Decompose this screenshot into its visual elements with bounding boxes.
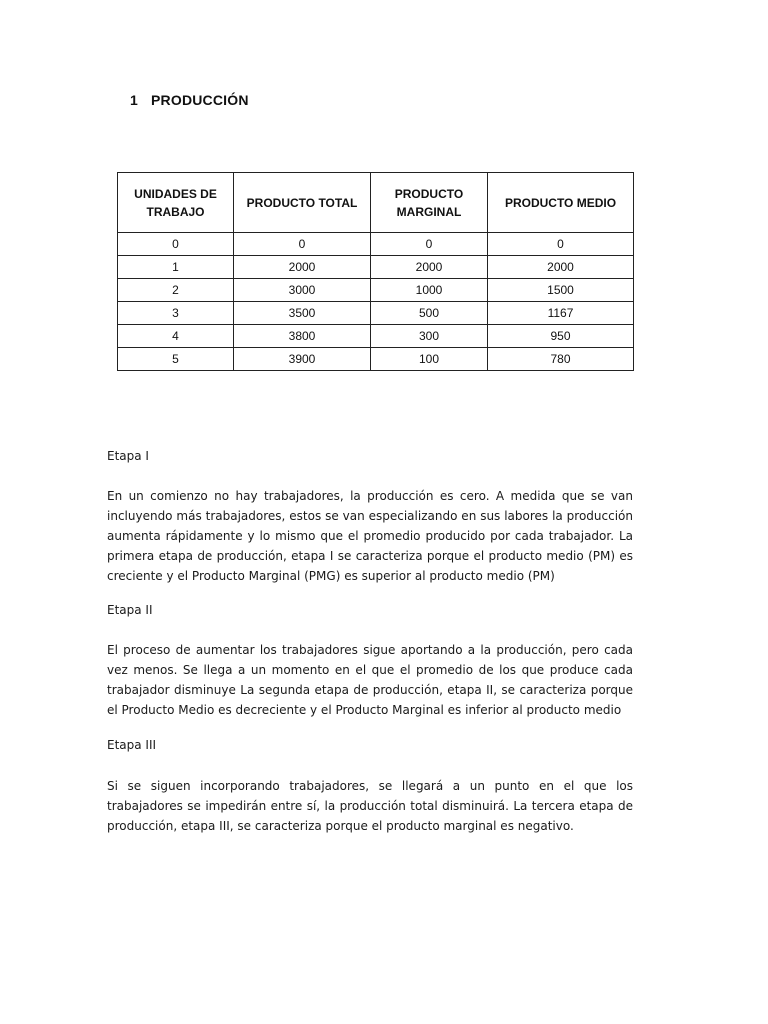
table-row xyxy=(118,348,634,371)
table-cell: 500 xyxy=(371,302,488,325)
stage-1-label: Etapa I xyxy=(107,449,149,463)
stage-1-paragraph: En un comienzo no hay trabajadores, la producción es cero. A medida que se van incluyendo más trabajadores, estos se van especializando en sus labores la producción aumenta rápidamente y lo mismo que el promedio producido por cada trabajador. La primera etapa de producción, etapa I se caracteriza porque el producto medio (PM) es creciente y el Producto Marginal (PMG) es superior al producto medio (PM) xyxy=(107,489,633,583)
table-cell: 0 xyxy=(488,233,634,256)
section-title: PRODUCCIÓN xyxy=(151,92,249,108)
table-row xyxy=(118,302,634,325)
header-producto-total: PRODUCTO TOTAL xyxy=(234,173,371,233)
table-cell: 2000 xyxy=(234,256,371,279)
table-cell: 3000 xyxy=(234,279,371,302)
stage-3-label: Etapa III xyxy=(107,738,157,752)
table-cell: 5 xyxy=(118,348,234,371)
stage-2-label: Etapa II xyxy=(107,603,153,617)
header-producto-medio: PRODUCTO MEDIO xyxy=(488,173,634,233)
stage-2-paragraph: El proceso de aumentar los trabajadores sigue aportando a la producción, pero cada vez menos. Se llega a un momento en el que el promedio de los que produce cada trabajador disminuye La segunda etapa de producción, etapa II, se caracteriza porque el Producto Medio es decreciente y el Producto Marginal es inferior al producto medio xyxy=(107,643,633,717)
table-cell: 300 xyxy=(371,325,488,348)
production-table xyxy=(117,172,634,371)
stage-3-paragraph: Si se siguen incorporando trabajadores, se llegará a un punto en el que los trabajadores se impedirán entre sí, la producción total disminuirá. La tercera etapa de producción, etapa III, se caracteriza porque el producto marginal es negativo. xyxy=(107,779,633,833)
header-unidades-de-trabajo: UNIDADES DE TRABAJO xyxy=(118,173,234,233)
table-cell: 0 xyxy=(118,233,234,256)
table-cell: 1500 xyxy=(488,279,634,302)
table-cell: 780 xyxy=(488,348,634,371)
table-header-row xyxy=(118,173,634,233)
header-producto-marginal: PRODUCTO MARGINAL xyxy=(371,173,488,233)
table-cell: 1 xyxy=(118,256,234,279)
table-cell: 0 xyxy=(234,233,371,256)
table-cell: 1000 xyxy=(371,279,488,302)
table-cell: 0 xyxy=(371,233,488,256)
section-heading xyxy=(130,92,249,108)
table-cell: 3900 xyxy=(234,348,371,371)
table-cell: 2000 xyxy=(371,256,488,279)
table-row xyxy=(118,256,634,279)
section-number: 1 xyxy=(130,92,138,108)
table-cell: 4 xyxy=(118,325,234,348)
table-cell: 3 xyxy=(118,302,234,325)
table-row xyxy=(118,325,634,348)
table-cell: 2000 xyxy=(488,256,634,279)
table-row xyxy=(118,233,634,256)
table-cell: 2 xyxy=(118,279,234,302)
table-cell: 3500 xyxy=(234,302,371,325)
table-cell: 1167 xyxy=(488,302,634,325)
table-row xyxy=(118,279,634,302)
table-cell: 100 xyxy=(371,348,488,371)
table-cell: 3800 xyxy=(234,325,371,348)
table-cell: 950 xyxy=(488,325,634,348)
